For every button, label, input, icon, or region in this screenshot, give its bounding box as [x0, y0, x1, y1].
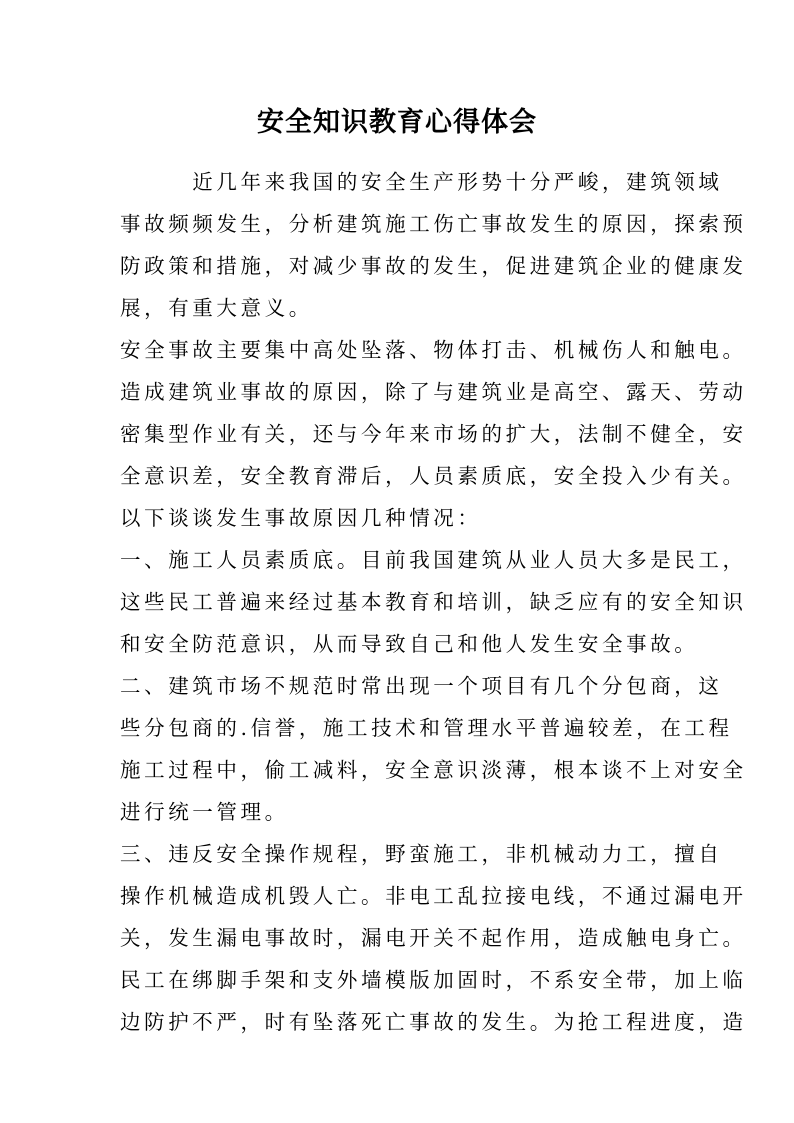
- paragraph-line: 防政策和措施，对减少事故的发生，促进建筑企业的健康发: [120, 254, 747, 278]
- paragraph-line: 边防护不严，时有坠落死亡事故的发生。为抢工程进度，造: [120, 1010, 747, 1034]
- paragraph-line: 造成建筑业事故的原因，除了与建筑业是高空、露天、劳动: [120, 380, 747, 404]
- paragraph-line: 进行统一管理。: [120, 800, 289, 824]
- paragraph-line: 一、施工人员素质底。目前我国建筑从业人员大多是民工，: [120, 548, 747, 572]
- paragraph-line: 操作机械造成机毁人亡。非电工乱拉接电线，不通过漏电开: [120, 884, 747, 908]
- paragraph-line: 和安全防范意识，从而导致自己和他人发生安全事故。: [120, 632, 699, 656]
- paragraph-line: 民工在绑脚手架和支外墙模版加固时，不系安全带，加上临: [120, 968, 747, 992]
- paragraph-line: 密集型作业有关，还与今年来市场的扩大，法制不健全，安: [120, 422, 747, 446]
- document-title: 安全知识教育心得体会: [257, 107, 537, 138]
- paragraph-line: 关，发生漏电事故时，漏电开关不起作用，造成触电身亡。: [120, 926, 747, 950]
- paragraph-line: 以下谈谈发生事故原因几种情况：: [120, 506, 482, 530]
- paragraph-line: 二、建筑市场不规范时常出现一个项目有几个分包商，这: [120, 674, 723, 698]
- paragraph-line: 安全事故主要集中高处坠落、物体打击、机械伤人和触电。: [120, 338, 747, 362]
- paragraph-line: 三、违反安全操作规程，野蛮施工，非机械动力工，擅自: [120, 842, 723, 866]
- paragraph-line: 事故频频发生，分析建筑施工伤亡事故发生的原因，探索预: [120, 212, 747, 236]
- paragraph-line: 施工过程中，偷工减料，安全意识淡薄，根本谈不上对安全: [120, 758, 747, 782]
- paragraph-line: 展，有重大意义。: [120, 296, 313, 320]
- paragraph-line: 这些民工普遍来经过基本教育和培训，缺乏应有的安全知识: [120, 590, 747, 614]
- paragraph-line: 近几年来我国的安全生产形势十分严峻，建筑领域: [120, 170, 723, 194]
- paragraph-line: 些分包商的.信誉，施工技术和管理水平普遍较差，在工程: [120, 716, 733, 740]
- paragraph-line: 全意识差，安全教育滞后，人员素质底，安全投入少有关。: [120, 464, 747, 488]
